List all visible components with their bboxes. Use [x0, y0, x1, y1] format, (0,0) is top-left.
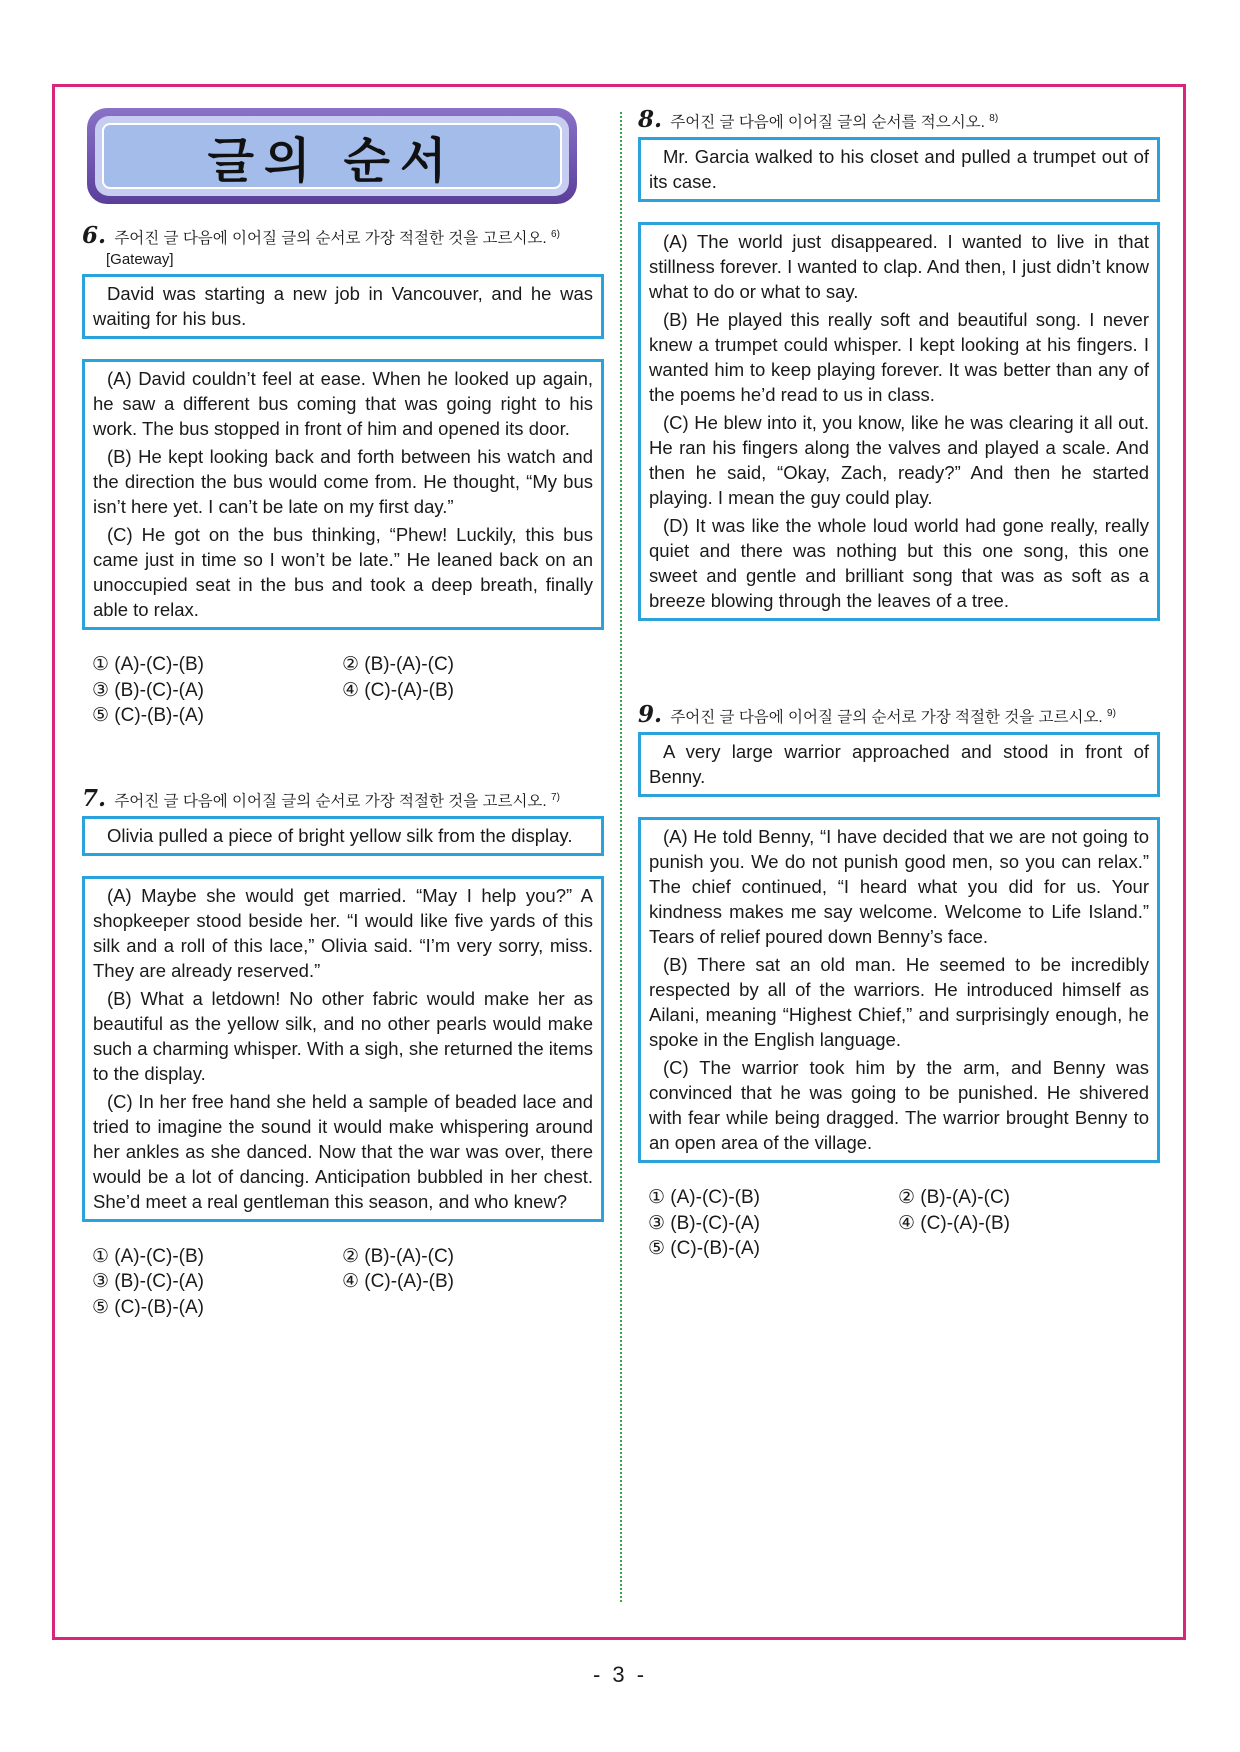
choice-3[interactable]: ③ (B)-(C)-(A) — [92, 1271, 204, 1293]
question-number: 7. — [82, 784, 107, 812]
question-number: 9. — [638, 701, 663, 729]
choice-2[interactable]: ② (B)-(A)-(C) — [342, 1245, 454, 1267]
choice-5[interactable]: ⑤ (C)-(B)-(A) — [648, 1238, 760, 1260]
section-title-banner — [87, 108, 577, 204]
passages-box — [82, 359, 604, 630]
choice-4[interactable]: ④ (C)-(A)-(B) — [342, 679, 454, 701]
answer-choices — [82, 1244, 604, 1321]
choice-1[interactable]: ① (A)-(C)-(B) — [92, 654, 204, 676]
question-instruction: 주어진 글 다음에 이어질 글의 순서로 가장 적절한 것을 고르시오. — [114, 230, 547, 248]
passage-c: (C) The warrior took him by the arm, and Benny was convinced that he was going to be punished. He shivered with fear while being dragged. The warrior brought Benny to an open area of the village. — [649, 1057, 1149, 1154]
passage-d: (D) It was like the whole loud world had gone really, really quiet and there was nothing but this one song, this one sweet and gentle and brilliant song that was as soft as a breeze blowing through the leaves of a tree. — [649, 515, 1149, 612]
passage-a: (A) The world just disappeared. I wanted to live in that stillness forever. I wanted to clap. And then, I just didn’t know what to do or what to say. — [649, 231, 1149, 303]
passage-b: (B) He kept looking back and forth between his watch and the direction the bus would come from. He thought, “My bus isn’t here yet. I can’t be late on my first day.” — [93, 446, 593, 518]
question-source: [Gateway] — [106, 251, 174, 269]
choice-2[interactable]: ② (B)-(A)-(C) — [898, 1187, 1010, 1209]
answer-choices — [638, 1185, 1160, 1262]
given-text-box — [82, 274, 604, 339]
question-instruction: 주어진 글 다음에 이어질 글의 순서로 가장 적절한 것을 고르시오. — [670, 709, 1103, 727]
question-7 — [82, 784, 604, 1321]
given-text: Olivia pulled a piece of bright yellow silk from the display. — [107, 824, 573, 846]
choice-5[interactable]: ⑤ (C)-(B)-(A) — [92, 705, 204, 727]
given-text: Mr. Garcia walked to his closet and pulled a trumpet out of its case. — [649, 146, 1149, 193]
page-number: - 3 - — [592, 1662, 648, 1687]
question-6 — [82, 224, 604, 729]
choice-1[interactable]: ① (A)-(C)-(B) — [648, 1187, 760, 1209]
choice-2[interactable]: ② (B)-(A)-(C) — [342, 654, 454, 676]
right-column — [638, 108, 1160, 1262]
answer-choices — [82, 652, 604, 729]
passages-box — [82, 876, 604, 1222]
given-text: A very large warrior approached and stood in front of Benny. — [649, 741, 1149, 788]
passage-c: (C) In her free hand she held a sample of beaded lace and tried to imagine the sound it would make whispering around her ankles as she danced. Now that the war was over, there would be a lot of dancing. Anticipation bubbled in her chest. She’d meet a real gentleman this season, and who knew? — [93, 1090, 593, 1212]
footnote-ref: 7) — [551, 791, 560, 803]
given-text: David was starting a new job in Vancouver, and he was waiting for his bus. — [93, 283, 593, 330]
passage-c: (C) He blew into it, you know, like he was clearing it all out. He ran his fingers along the valves and played a scale. And then he said, “Okay, Zach, ready?” And then he started playing. I mean the guy could play. — [649, 412, 1149, 509]
passages-box — [638, 222, 1160, 621]
passage-a: (A) He told Benny, “I have decided that we are not going to punish you. We do not punish good men, so you can relax.” The chief continued, “I heard what you did for us. Your kindness makes me say welcome. Welcome to Life Island.” Tears of relief poured down Benny’s face. — [649, 826, 1149, 948]
passage-a: (A) David couldn’t feel at ease. When he looked up again, he saw a different bus coming that was going right to his work. The bus stopped in front of him and opened its door. — [93, 368, 593, 440]
question-instruction: 주어진 글 다음에 이어질 글의 순서를 적으시오. — [670, 114, 985, 132]
question-9 — [638, 703, 1160, 1262]
passage-b: (B) He played this really soft and beautiful song. I never knew a trumpet could whisper. I kept looking at his fingers. I wanted him to keep playing forever. It was better than any of the poems he’d read to us in class. — [649, 309, 1149, 406]
question-number: 6. — [82, 222, 107, 250]
question-8-header — [638, 108, 1160, 133]
question-9-header — [638, 703, 1160, 728]
choice-4[interactable]: ④ (C)-(A)-(B) — [898, 1212, 1010, 1234]
given-text-box — [82, 816, 604, 856]
choice-3[interactable]: ③ (B)-(C)-(A) — [648, 1212, 760, 1234]
question-8 — [638, 108, 1160, 621]
footnote-ref: 9) — [1107, 708, 1116, 720]
question-number: 8. — [638, 106, 663, 134]
choice-3[interactable]: ③ (B)-(C)-(A) — [92, 679, 204, 701]
passages-box — [638, 817, 1160, 1163]
given-text-box — [638, 732, 1160, 797]
column-divider — [620, 112, 622, 1602]
passage-a: (A) Maybe she would get married. “May I help you?” A shopkeeper stood beside her. “I would like five yards of this silk and a roll of this lace,” Olivia said. “I’m very sorry, miss. They are already reserved.” — [93, 884, 593, 981]
left-column — [82, 108, 604, 1320]
given-text-box — [638, 137, 1160, 202]
question-instruction: 주어진 글 다음에 이어질 글의 순서로 가장 적절한 것을 고르시오. — [114, 792, 547, 810]
question-7-header — [82, 784, 604, 812]
question-6-header — [82, 224, 604, 270]
footnote-ref: 6) — [551, 229, 560, 240]
choice-1[interactable]: ① (A)-(C)-(B) — [92, 1245, 204, 1267]
passage-c: (C) He got on the bus thinking, “Phew! Luckily, this bus came just in time so I won’t be late.” He leaned back on an unoccupied seat in the bus and took a deep breath, finally able to relax. — [93, 524, 593, 621]
section-title: 글의 순서 — [102, 123, 562, 189]
choice-5[interactable]: ⑤ (C)-(B)-(A) — [92, 1296, 204, 1318]
footnote-ref: 8) — [989, 113, 999, 124]
choice-4[interactable]: ④ (C)-(A)-(B) — [342, 1271, 454, 1293]
passage-b: (B) There sat an old man. He seemed to be incredibly respected by all of the warriors. He introduced himself as Ailani, meaning “Highest Chief,” and surprisingly enough, he spoke in the English language. — [649, 954, 1149, 1051]
passage-b: (B) What a letdown! No other fabric would make her as beautiful as the yellow silk, and no other pearls would make such a charming whisper. With a sigh, she returned the items to the display. — [93, 987, 593, 1084]
